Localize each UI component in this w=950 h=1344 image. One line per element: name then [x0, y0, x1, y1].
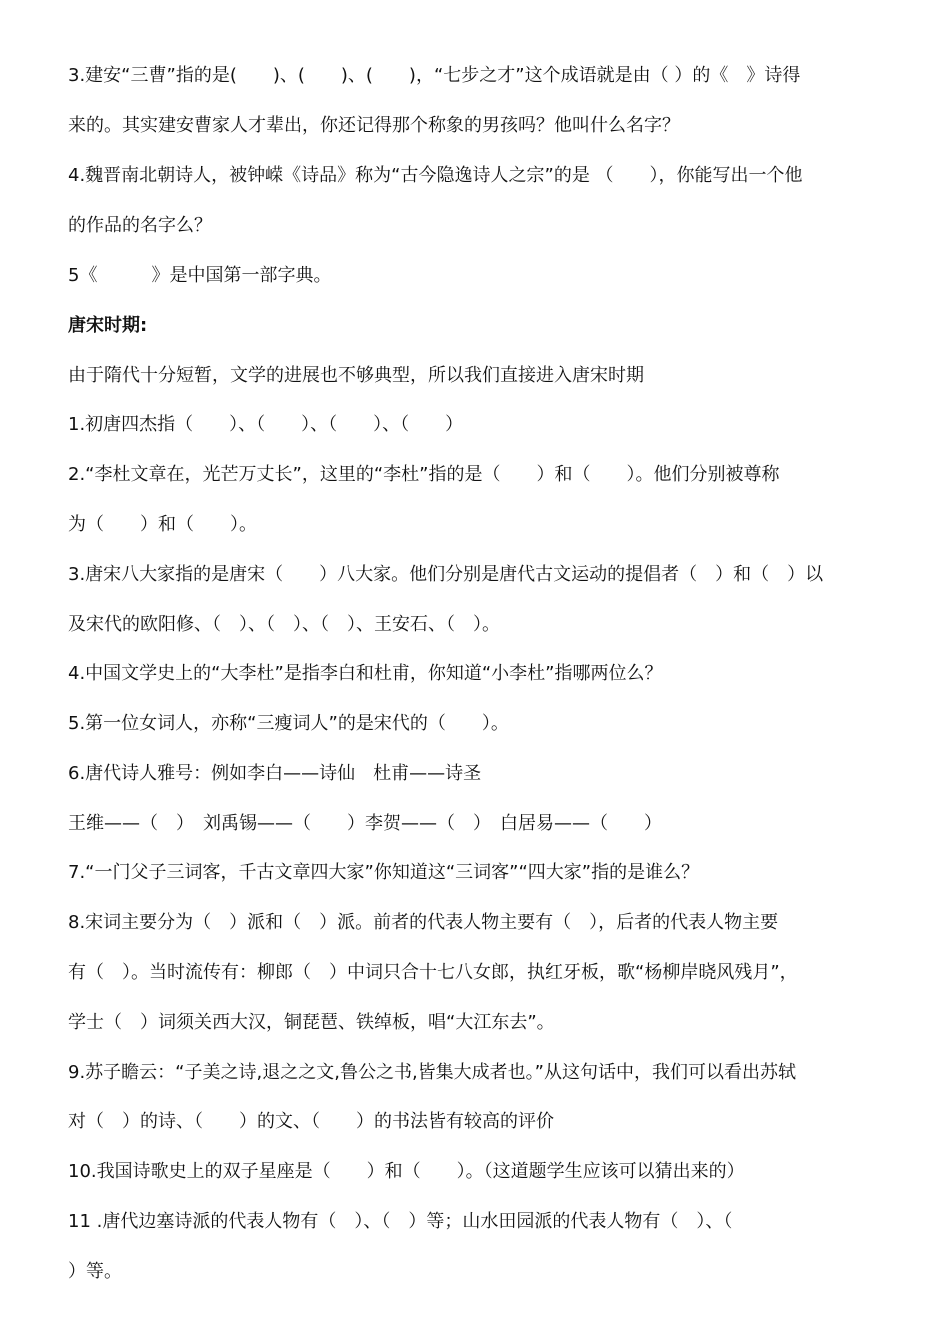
- text-line: 有（ ）。当时流传有：柳郎（ ）中词只合十七八女郎，执红牙板，歌“杨柳岸晓风残月”，: [68, 962, 798, 983]
- text-line: 11 .唐代边塞诗派的代表人物有（ ）、（ ）等；山水田园派的代表人物有（ ）、（: [68, 1211, 733, 1232]
- text-line: 由于隋代十分短暂，文学的进展也不够典型，所以我们直接进入唐宋时期: [68, 365, 644, 386]
- text-line: 7.“一门父子三词客，千古文章四大家”你知道这“三词客”“四大家”指的是谁么？: [68, 862, 700, 883]
- text-line: 4.魏晋南北朝诗人，被钟嵘《诗品》称为“古今隐逸诗人之宗”的是 （ ），你能写出一个他: [68, 165, 803, 186]
- text-line: 王维——（ ） 刘禹锡——（ ）李贺——（ ） 白居易——（ ）: [68, 813, 662, 834]
- text-line: 3.唐宋八大家指的是唐宋（ ）八大家。他们分别是唐代古文运动的提倡者（ ）和（ ）以: [68, 564, 824, 585]
- section-heading: 唐宋时期:: [68, 315, 148, 336]
- text-line: 及宋代的欧阳修、（ ）、（ ）、（ ）、王安石、（ ）。: [68, 614, 500, 635]
- text-line: 学士（ ）词须关西大汉，铜琵琶、铁绰板，唱“大江东去”。: [68, 1012, 555, 1033]
- text-line: 5.第一位女词人，亦称“三瘦词人”的是宋代的（ ）。: [68, 713, 509, 734]
- text-line: 对（ ）的诗、（ ）的文、（ ）的书法皆有较高的评价: [68, 1111, 554, 1132]
- text-line: ）等。: [68, 1261, 122, 1282]
- text-line: 10.我国诗歌史上的双子星座是（ ）和（ ）。（这道题学生应该可以猜出来的）: [68, 1161, 745, 1182]
- text-line: 来的。其实建安曹家人才辈出，你还记得那个称象的男孩吗？他叫什么名字？: [68, 115, 680, 136]
- text-line: 1.初唐四杰指（ ）、（ ）、（ ）、（ ）: [68, 414, 464, 435]
- text-line: 6.唐代诗人雅号：例如李白——诗仙 杜甫——诗圣: [68, 763, 482, 784]
- text-line: 2.“李杜文章在，光芒万丈长”，这里的“李杜”指的是（ ）和（ ）。他们分别被尊称: [68, 464, 780, 485]
- text-line: 9.苏子瞻云：“子美之诗,退之之文,鲁公之书,皆集大成者也。”从这句话中，我们可以看出苏轼: [68, 1062, 796, 1083]
- text-line: 的作品的名字么？: [68, 215, 212, 236]
- text-line: 为（ ）和（ ）。: [68, 514, 257, 535]
- text-line: 8.宋词主要分为（ ）派和（ ）派。前者的代表人物主要有（ ），后者的代表人物主要: [68, 912, 779, 933]
- text-line: 3.建安“三曹”指的是( )、( )、( )，“七步之才”这个成语就是由（ ）的《 》诗得: [68, 65, 801, 86]
- text-line: 5《 》是中国第一部字典。: [68, 265, 332, 286]
- text-line: 4.中国文学史上的“大李杜”是指李白和杜甫，你知道“小李杜”指哪两位么？: [68, 663, 663, 684]
